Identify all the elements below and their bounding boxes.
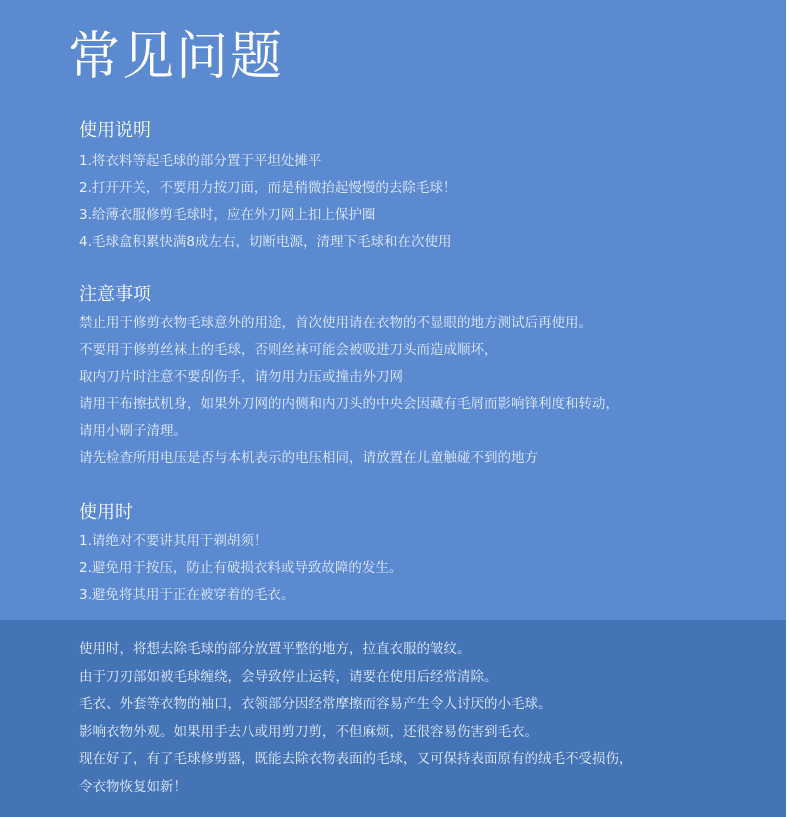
footer-line: 现在好了，有了毛球修剪器，既能去除衣物表面的毛球，又可保持表面原有的绒毛不受损伤，: [79, 751, 633, 767]
footer-list: [79, 636, 769, 801]
section-usage-instructions: [79, 118, 769, 256]
precaution-line: 禁止用于修剪衣物毛球意外的用途，首次使用请在衣物的不显眼的地方测试后再使用。: [79, 315, 592, 331]
when-using-line: 1.请绝对不要讲其用于剃胡须！: [79, 533, 268, 549]
usage-list: [79, 148, 769, 256]
section-precautions: [79, 282, 769, 472]
usage-line: 1.将衣料等起毛球的部分置于平坦处摊平: [79, 153, 322, 169]
section-heading: 使用说明: [79, 120, 151, 141]
when-using-line: 3.避免将其用于正在被穿着的毛衣。: [79, 587, 295, 603]
when-using-list: [79, 528, 769, 609]
section-heading: 注意事项: [79, 284, 151, 305]
precaution-line: 请用干布擦拭机身，如果外刀网的内侧和内刀头的中央会因藏有毛屑而影响锋利度和转动，: [79, 396, 619, 412]
usage-line: 3.给薄衣服修剪毛球时，应在外刀网上扣上保护圈: [79, 207, 376, 223]
precaution-line: 取内刀片时注意不要刮伤手，请勿用力压或撞击外刀网: [79, 369, 403, 385]
footer-panel: [0, 620, 786, 817]
when-using-line: 2.避免用于按压，防止有破损衣料或导致故障的发生。: [79, 560, 403, 576]
precaution-line: 不要用于修剪丝袜上的毛球，否则丝袜可能会被吸进刀头而造成顺坏，: [79, 342, 498, 358]
usage-line: 4.毛球盒积累快满8成左右，切断电源，清理下毛球和在次使用: [79, 234, 452, 250]
page-title: 常见问题: [68, 27, 285, 87]
section-when-using: [79, 500, 769, 609]
footer-line: 使用时，将想去除毛球的部分放置平整的地方，拉直衣服的皱纹。: [79, 641, 471, 657]
section-heading: 使用时: [79, 502, 133, 523]
usage-line: 2.打开开关，不要用力按刀面，而是稍微抬起慢慢的去除毛球！: [79, 180, 457, 196]
precaution-line: 请用小刷子清理。: [79, 423, 187, 439]
footer-line: 影响衣物外观。如果用手去八或用剪刀剪，不但麻烦，还很容易伤害到毛衣。: [79, 723, 538, 740]
precautions-list: [79, 310, 769, 472]
precaution-line: 请先检查所用电压是否与本机表示的电压相同，请放置在儿童触碰不到的地方: [79, 450, 538, 466]
footer-line: 令衣物恢复如新！: [79, 778, 187, 795]
footer-line: 由于刀刃部如被毛球缠绕，会导致停止运转，请要在使用后经常清除。: [79, 668, 498, 685]
right-edge-divider: [786, 0, 790, 817]
footer-line: 毛衣、外套等衣物的袖口，衣领部分因经常摩擦而容易产生令人讨厌的小毛球。: [79, 696, 552, 712]
